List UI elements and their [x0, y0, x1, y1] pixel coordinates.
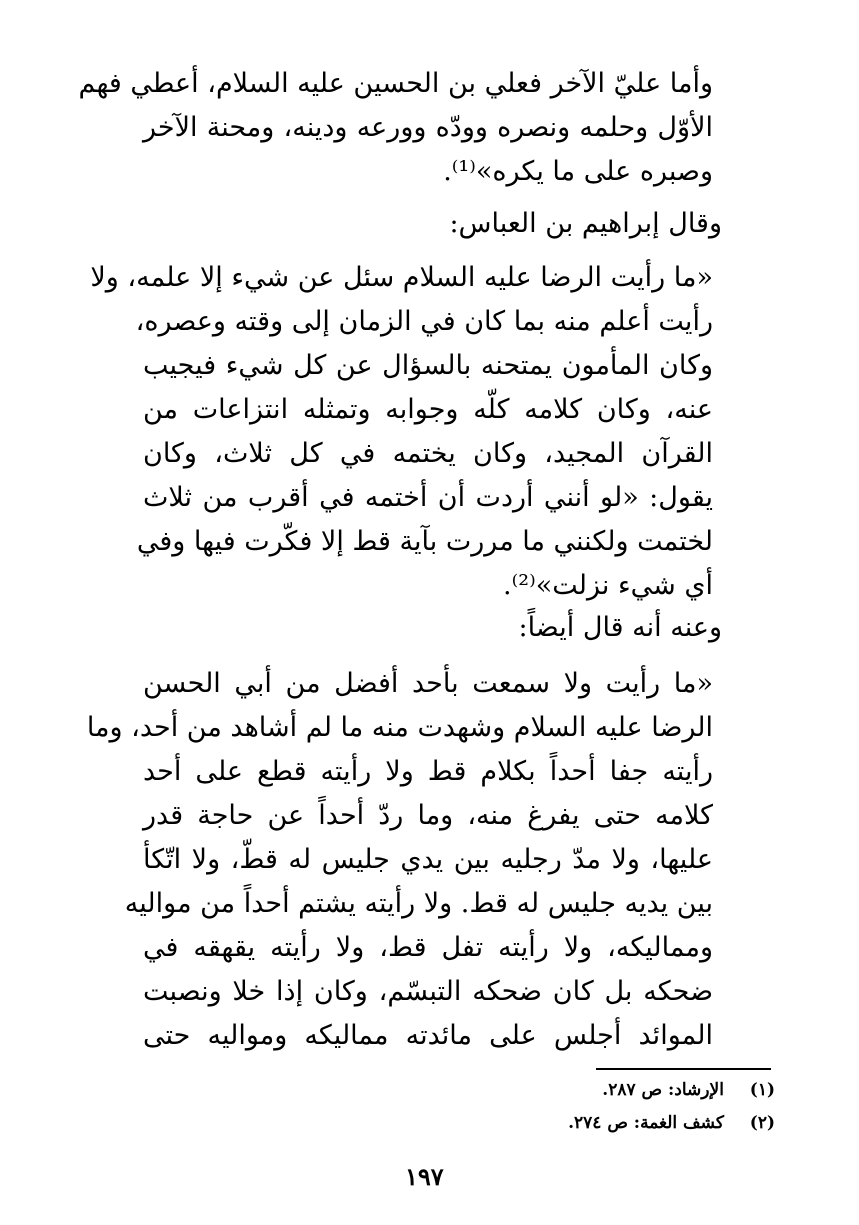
- text-line: عنه، وكان كلامه كلّه وجوابه وتمثله انتزاعات من: [143, 394, 713, 425]
- footnote-2: [568, 1110, 775, 1136]
- section-heading-ibrahim: وقال إبراهيم بن العباس:: [449, 208, 722, 239]
- text-line: وكان المأمون يمتحنه بالسؤال عن كل شيء فيجيب: [143, 350, 713, 381]
- footnote-number: (١): [749, 1080, 775, 1100]
- footnote-1: [602, 1077, 775, 1103]
- footnote-number: (٢): [749, 1113, 775, 1133]
- text-line: الرضا عليه السلام وشهدت منه ما لم أشاهد من أحد، وما: [86, 712, 713, 743]
- text-line: الأوّل وحلمه ونصره وودّه وورعه ودينه، ومحنة الآخر: [143, 112, 713, 143]
- text-line: القرآن المجيد، وكان يختمه في كل ثلاث، وكان: [143, 438, 713, 469]
- footnote-text: الإرشاد: ص ٢٨٧.: [602, 1080, 724, 1100]
- text-line: رأيت أعلم منه بما كان في الزمان إلى وقته وعصره،: [135, 306, 713, 337]
- page-number: ١٩٧: [405, 1162, 444, 1191]
- text-line: وصبره على ما يكره»⁽¹⁾.: [443, 156, 713, 187]
- text-line: لختمت ولكنني ما مررت بآية قط إلا فكّرت فيها وفي: [136, 526, 713, 557]
- text-line: ومماليكه، ولا رأيته تفل قط، ولا رأيته يقهقه في: [143, 932, 713, 963]
- text-line: كلامه حتى يفرغ منه، وما ردّ أحداً عن حاجة قدر: [143, 800, 713, 831]
- section-heading-also: وعنه أنه قال أيضاً:: [518, 612, 722, 643]
- text-line: ضحكه بل كان ضحكه التبسّم، وكان إذا خلا ونصبت: [143, 976, 713, 1007]
- text-line: «ما رأيت ولا سمعت بأحد أفضل من أبي الحسن: [143, 668, 713, 699]
- text-line: رأيته جفا أحداً بكلام قط ولا رأيته قطع على أحد: [143, 756, 713, 787]
- footnote-text: كشف الغمة: ص ٢٧٤.: [568, 1113, 724, 1133]
- text-line: الموائد أجلس على مائدته مماليكه ومواليه حتى: [143, 1020, 713, 1051]
- footnote-separator: [596, 1068, 771, 1070]
- text-line: أي شيء نزلت»⁽²⁾.: [503, 570, 713, 601]
- text-line: بين يديه جليس له قط. ولا رأيته يشتم أحداً من مواليه: [124, 888, 713, 919]
- text-line: وأما عليّ الآخر فعلي بن الحسين عليه السلام، أعطي فهم: [78, 68, 713, 99]
- text-line: «ما رأيت الرضا عليه السلام سئل عن شيء إلا علمه، ولا: [90, 262, 713, 293]
- text-line: عليها، ولا مدّ رجليه بين يدي جليس له قطّ، ولا اتّكأ: [143, 844, 713, 875]
- text-line: يقول: «لو أنني أردت أن أختمه في أقرب من ثلاث: [143, 482, 713, 513]
